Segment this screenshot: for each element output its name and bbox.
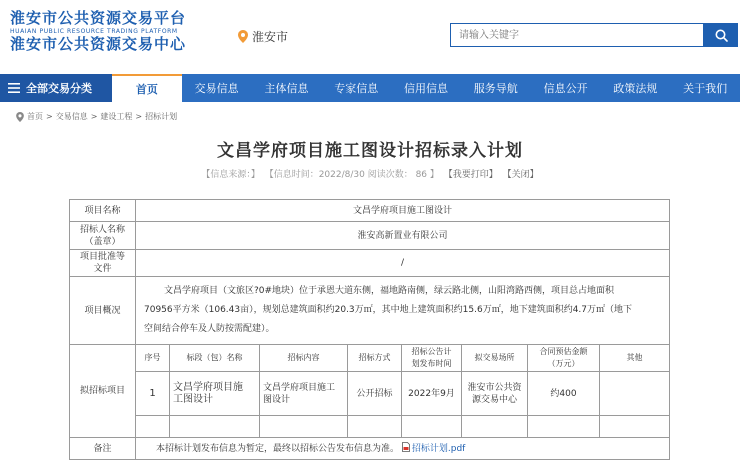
nav-item-public-info[interactable]: 信息公开 <box>543 82 588 95</box>
overview-text1: 文昌学府项目（文旅区?0#地块）位于承恩大道东侧，福地路南侧，绿云路北侧，山阳湾路西侧，项目总占地面积 <box>164 286 615 296</box>
attachment-link[interactable] <box>402 444 465 454</box>
nav-item-about-us[interactable]: 关于我们 <box>683 82 728 95</box>
location-pin-icon <box>238 30 248 43</box>
overview-line2: 70956平方米（106.43亩），规划总建筑面积约20.3万㎡，其中地上建筑面积约15.6万㎡，地下建筑面积约4.7万㎡（地下 <box>144 305 633 315</box>
header-time <box>402 345 462 372</box>
city-name: 淮安市 <box>252 30 289 44</box>
header-amount-line2: （万元） <box>547 359 580 368</box>
table-row <box>70 250 670 277</box>
location-pin-icon <box>16 112 24 122</box>
breadcrumb-trading-info[interactable]: 交易信息 <box>55 112 88 121</box>
logo-title: 淮安市公共资源交易平台 <box>10 9 187 27</box>
row-content <box>260 372 348 416</box>
row-method: 公开招标 <box>348 372 402 416</box>
pdf-file-icon <box>402 442 410 452</box>
table-row <box>70 416 670 438</box>
page-title: 文昌学府项目施工图设计招标录入计划 <box>217 141 523 161</box>
table-row <box>70 438 670 460</box>
row-amount: 约400 <box>528 372 600 416</box>
nav-item-home[interactable]: 首页 <box>112 74 182 102</box>
logo-subtitle: HUAIAN PUBLIC RESOURCE TRADING PLATFORM <box>10 28 178 35</box>
approval-label-line2: 文件 <box>93 264 112 274</box>
remark-text: 本招标计划发布信息为暂定，最终以招标公告发布信息为准。 <box>156 444 400 454</box>
city-selector[interactable] <box>238 28 288 45</box>
header-section: 标段（包）名称 <box>170 345 260 372</box>
header-content: 招标内容 <box>260 345 348 372</box>
breadcrumb-separator: > <box>90 112 98 121</box>
nav-item-expert-info[interactable]: 专家信息 <box>334 82 379 95</box>
tender-plan-table <box>69 199 670 460</box>
row-seq: 1 <box>136 372 170 416</box>
menu-icon <box>8 83 20 93</box>
row-venue <box>462 372 528 416</box>
empty-cell <box>348 416 402 438</box>
overview-line3: 空间结合停车及人防按需配建）。 <box>144 324 275 334</box>
row-section <box>170 372 260 416</box>
overview-label: 项目概况 <box>70 277 136 345</box>
attachment-name: 招标计划.pdf <box>411 444 466 454</box>
all-categories-button[interactable] <box>0 74 112 102</box>
approval-label <box>70 250 136 277</box>
remark-value <box>136 438 670 460</box>
nav-item-credit-info[interactable]: 信用信息 <box>404 82 449 95</box>
plan-label: 拟招标项目 <box>70 345 136 438</box>
search-icon <box>715 29 728 42</box>
search-button[interactable] <box>704 23 738 47</box>
meta-time-views: 【信息时间：2022/8/30 阅读次数： 86 】 <box>264 170 439 180</box>
project-name-label: 项目名称 <box>70 200 136 222</box>
meta-source: 【信息来源：】 <box>201 170 260 180</box>
empty-cell <box>528 416 600 438</box>
row-time: 2022年9月 <box>402 372 462 416</box>
row-content-line2: 图设计 <box>263 394 291 405</box>
breadcrumb <box>16 111 177 122</box>
header-seq: 序号 <box>136 345 170 372</box>
tenderer-label-line2: （盖章） <box>84 236 121 247</box>
table-row <box>70 200 670 222</box>
project-name-value: 文昌学府项目施工图设计 <box>136 200 670 222</box>
overview-line1 <box>144 282 661 301</box>
header-time-line2: 划发布时间 <box>411 359 452 368</box>
row-other <box>600 372 670 416</box>
approval-label-line1: 项目批准等 <box>79 252 125 262</box>
row-venue-line2: 源交易中心 <box>471 394 517 405</box>
site-header <box>0 0 740 74</box>
header-amount-line1: 合同预估金额 <box>539 347 588 356</box>
tenderer-label-line1: 招标人名称 <box>79 224 125 235</box>
table-row <box>70 277 670 345</box>
nav-item-service-nav[interactable]: 服务导航 <box>473 82 518 95</box>
article-meta <box>0 167 740 180</box>
table-row <box>70 372 670 416</box>
header-method: 招标方式 <box>348 345 402 372</box>
header-venue: 拟交易场所 <box>462 345 528 372</box>
nav-item-trading-info[interactable]: 交易信息 <box>194 82 239 95</box>
logo-title-center: 淮安市公共资源交易中心 <box>10 35 187 53</box>
breadcrumb-home[interactable]: 首页 <box>27 112 43 121</box>
empty-cell <box>462 416 528 438</box>
header-other: 其他 <box>600 345 670 372</box>
tenderer-label <box>70 222 136 250</box>
nav-item-entity-info[interactable]: 主体信息 <box>264 82 309 95</box>
main-nav <box>0 74 740 102</box>
print-link[interactable]: 【我要打印】 <box>443 170 498 180</box>
empty-cell <box>260 416 348 438</box>
search-input[interactable] <box>450 23 704 47</box>
row-section-line2: 工图设计 <box>173 393 213 405</box>
row-content-line1: 文昌学府项目施工 <box>263 382 336 393</box>
empty-cell <box>136 416 170 438</box>
approval-value: / <box>136 250 670 277</box>
overview-value <box>136 277 670 345</box>
breadcrumb-separator: > <box>46 112 53 121</box>
table-row <box>70 345 670 372</box>
site-logo[interactable] <box>10 10 220 53</box>
nav-items <box>112 74 740 102</box>
close-link[interactable]: 【关闭】 <box>502 170 539 180</box>
all-categories-label: 全部交易分类 <box>26 82 92 95</box>
nav-item-policies[interactable]: 政策法规 <box>613 82 658 95</box>
remark-label: 备注 <box>70 438 136 460</box>
breadcrumb-separator: > <box>135 112 143 121</box>
breadcrumb-construction[interactable]: 建设工程 <box>100 112 133 121</box>
empty-cell <box>170 416 260 438</box>
header-amount <box>528 345 600 372</box>
table-row <box>70 222 670 250</box>
header-time-line1: 招标公告计 <box>411 347 452 356</box>
row-venue-line1: 淮安市公共资 <box>467 382 522 393</box>
row-section-line1: 文昌学府项目施 <box>173 381 243 393</box>
breadcrumb-tender-plan[interactable]: 招标计划 <box>145 112 178 121</box>
empty-cell <box>600 416 670 438</box>
tenderer-value: 淮安高新置业有限公司 <box>136 222 670 250</box>
empty-cell <box>402 416 462 438</box>
